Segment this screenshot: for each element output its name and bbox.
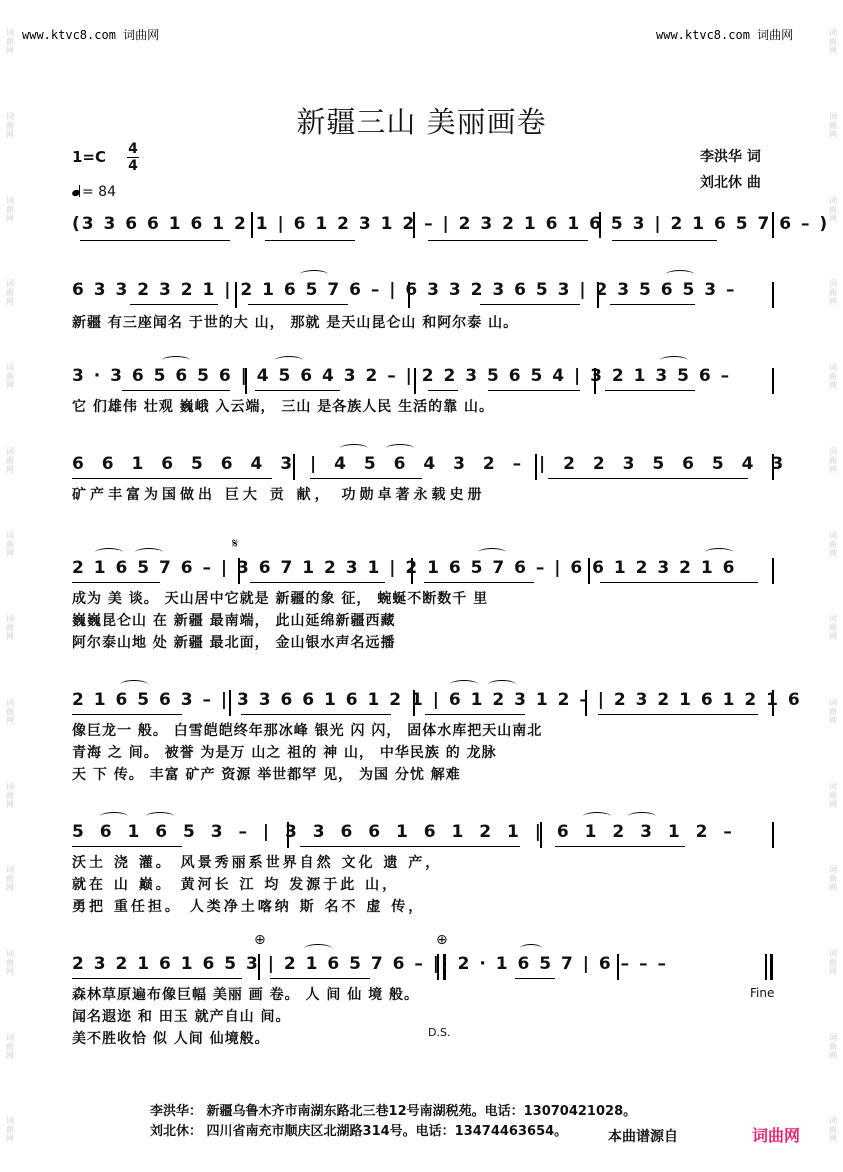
key-signature: 1=C (72, 148, 107, 166)
side-watermark-text: 词 曲 网 (829, 949, 837, 977)
lyric-line: 巍巍昆仑山 在 新疆 最南端， 此山延绵新疆西藏 (72, 613, 396, 629)
time-signature (127, 142, 139, 173)
notation-line: 3 · 3 6 5 6 5 6 | 4 5 6 4 3 2 – | 2 2 3 5 6 5 4 | 3 2 1 3 5 6 – (72, 366, 732, 386)
lyric-line: 矿产丰富为国做出 巨大 贡 献， 功勋卓著永载史册 (72, 487, 486, 503)
lyric-line: 青海 之 间。 被誉 为是万 山之 祖的 神 山， 中华民族 的 龙脉 (72, 745, 497, 761)
lyric-line: 阿尔泰山地 处 新疆 最北面， 金山银水声名远播 (72, 635, 396, 651)
score-system-6 (0, 688, 843, 788)
side-watermark-text: 词 曲 网 (829, 363, 837, 391)
side-watermark-text: 词 曲 网 (6, 949, 14, 977)
side-watermark-text: 词 曲 网 (6, 195, 14, 223)
lyric-line: 天 下 传。 丰富 矿产 资源 举世都罕 见， 为国 分忧 解难 (72, 767, 461, 783)
coda-icon: ⊕ (436, 932, 448, 948)
fine-mark: Fine (750, 986, 775, 1000)
side-watermark-text: 词 曲 网 (6, 1032, 14, 1060)
side-watermark-text: 词 曲 网 (829, 1032, 837, 1060)
side-watermark-text: 词 曲 网 (6, 112, 14, 140)
lyric-line: 森林草原遍布像巨幅 美丽 画 卷。 人 间 仙 境 般。 (72, 987, 419, 1003)
side-watermark-text: 词 曲 网 (6, 865, 14, 893)
score-system-7 (0, 820, 843, 920)
song-title: 新疆三山 美丽画卷 (296, 105, 547, 139)
side-watermark-text: 词 曲 网 (829, 697, 837, 725)
score-system-3 (0, 366, 843, 426)
time-signature-bottom: 4 (128, 158, 138, 174)
source-label: 本曲谱源自 (608, 1129, 678, 1145)
notation-line: 2 3 2 1 6 1 6 5 3 | 2 1 6 5 7 6 – |: 2 · 1 6 5 7 | 6 – – – (72, 954, 669, 974)
side-watermark-text: 词 曲 网 (6, 1116, 14, 1144)
side-watermark-text: 词 曲 网 (829, 446, 837, 474)
side-watermark-text: 词 曲 网 (6, 530, 14, 558)
lyric-line: 新疆 有三座闻名 于世的大 山， 那就 是天山昆仑山 和阿尔泰 山。 (72, 315, 519, 331)
side-watermark-text: 词 曲 网 (6, 446, 14, 474)
side-watermark-text: 词 曲 网 (829, 112, 837, 140)
side-watermark-text: 词 曲 网 (829, 614, 837, 642)
ds-mark: D.S. (428, 1026, 451, 1039)
lyric-line: 像巨龙一 般。 白雪皑皑终年那冰峰 银光 闪 闪， 固体水库把天山南北 (72, 723, 543, 739)
lyric-line: 美不胜收恰 似 人间 仙境般。 (72, 1031, 270, 1047)
score-system-1 (0, 210, 843, 250)
score-system-8 (0, 932, 843, 1052)
lyric-line: 勇把 重任担。 人类净土喀纳 斯 名不 虚 传， (72, 899, 426, 915)
score-system-4 (0, 452, 843, 512)
site-watermark-left: www.ktvc8.com 词曲网 (22, 28, 160, 42)
score-system-2 (0, 280, 843, 340)
side-watermark-text: 词 曲 网 (829, 279, 837, 307)
notation-line: 6 3 3 2 3 2 1 | 2 1 6 5 7 6 – | 6 3 3 2 3 6 5 3 | 2 3 5 6 5 3 – (72, 280, 737, 300)
side-watermark-text: 词 曲 网 (6, 781, 14, 809)
notation-line: 2 1 6 5 6 3 – | 3 3 6 6 1 6 1 2 1 | 6 1 2 3 1 2 – | 2 3 2 1 6 1 2 1 6 (72, 690, 802, 710)
side-watermark-text: 词 曲 网 (829, 1116, 837, 1144)
side-watermark-text: 词 曲 网 (6, 697, 14, 725)
tempo-marking (72, 184, 116, 200)
notation-line: 6 6 1 6 5 6 4 3 | 4 5 6 4 3 2 – | 2 2 3 5 6 5 4 3 (72, 454, 790, 474)
lyric-line: 闻名遐迩 和 田玉 就产自山 间。 (72, 1009, 291, 1025)
side-watermark-text: 词 曲 网 (829, 865, 837, 893)
lyric-line: 沃土 浇 灌。 风景秀丽系世界自然 文化 遗 产， (72, 855, 443, 871)
notation-line: (3 3 6 6 1 6 1 2 1 | 6 1 2 3 1 2 – | 2 3 2 1 6 1 6 5 3 | 2 1 6 5 7 6 – ) (72, 214, 830, 234)
side-watermark-text: 词 曲 网 (6, 28, 14, 56)
lyric-line: 就在 山 巅。 黄河长 江 均 发源于此 山， (72, 877, 400, 893)
site-logo: 词曲网 (752, 1126, 801, 1145)
side-watermark-text: 词 曲 网 (829, 28, 837, 56)
tempo-value: = 84 (82, 184, 116, 200)
side-watermark-text: 词 曲 网 (6, 279, 14, 307)
lyricist-credit: 李洪华 词 (700, 149, 761, 165)
side-watermark-text: 词 曲 网 (829, 195, 837, 223)
notation-line: 5 6 1 6 5 3 – | 3 3 6 6 1 6 1 2 1 | 6 1 2 3 1 2 – (72, 822, 737, 842)
side-watermark-text: 词 曲 网 (6, 614, 14, 642)
notation-line: 2 1 6 5 7 6 – | 3 6 7 1 2 3 1 | 2 1 6 5 7 6 – | 6 6 1 2 3 2 1 6 (72, 558, 737, 578)
side-watermark-text: 词 曲 网 (6, 363, 14, 391)
lyric-line: 它 们雄伟 壮观 巍峨 入云端， 三山 是各族人民 生活的靠 山。 (72, 399, 494, 415)
time-signature-top: 4 (128, 141, 138, 157)
contact-lyricist: 李洪华： 新疆乌鲁木齐市南湖东路北三巷12号南湖税苑。电话：13070421028。 (150, 1104, 637, 1119)
site-watermark-right: www.ktvc8.com 词曲网 (656, 28, 794, 42)
lyric-line: 成为 美 谈。 天山居中它就是 新疆的象 征， 蜿蜒不断数千 里 (72, 591, 489, 607)
composer-credit: 刘北休 曲 (700, 175, 761, 191)
side-watermark-text: 词 曲 网 (829, 781, 837, 809)
segno-icon: 𝄋 (232, 536, 239, 552)
contact-composer: 刘北休： 四川省南充市顺庆区北湖路314号。电话：13474463654。 (150, 1124, 568, 1139)
side-watermark-text: 词 曲 网 (829, 530, 837, 558)
credits (700, 144, 761, 196)
coda-icon: ⊕ (254, 932, 266, 948)
